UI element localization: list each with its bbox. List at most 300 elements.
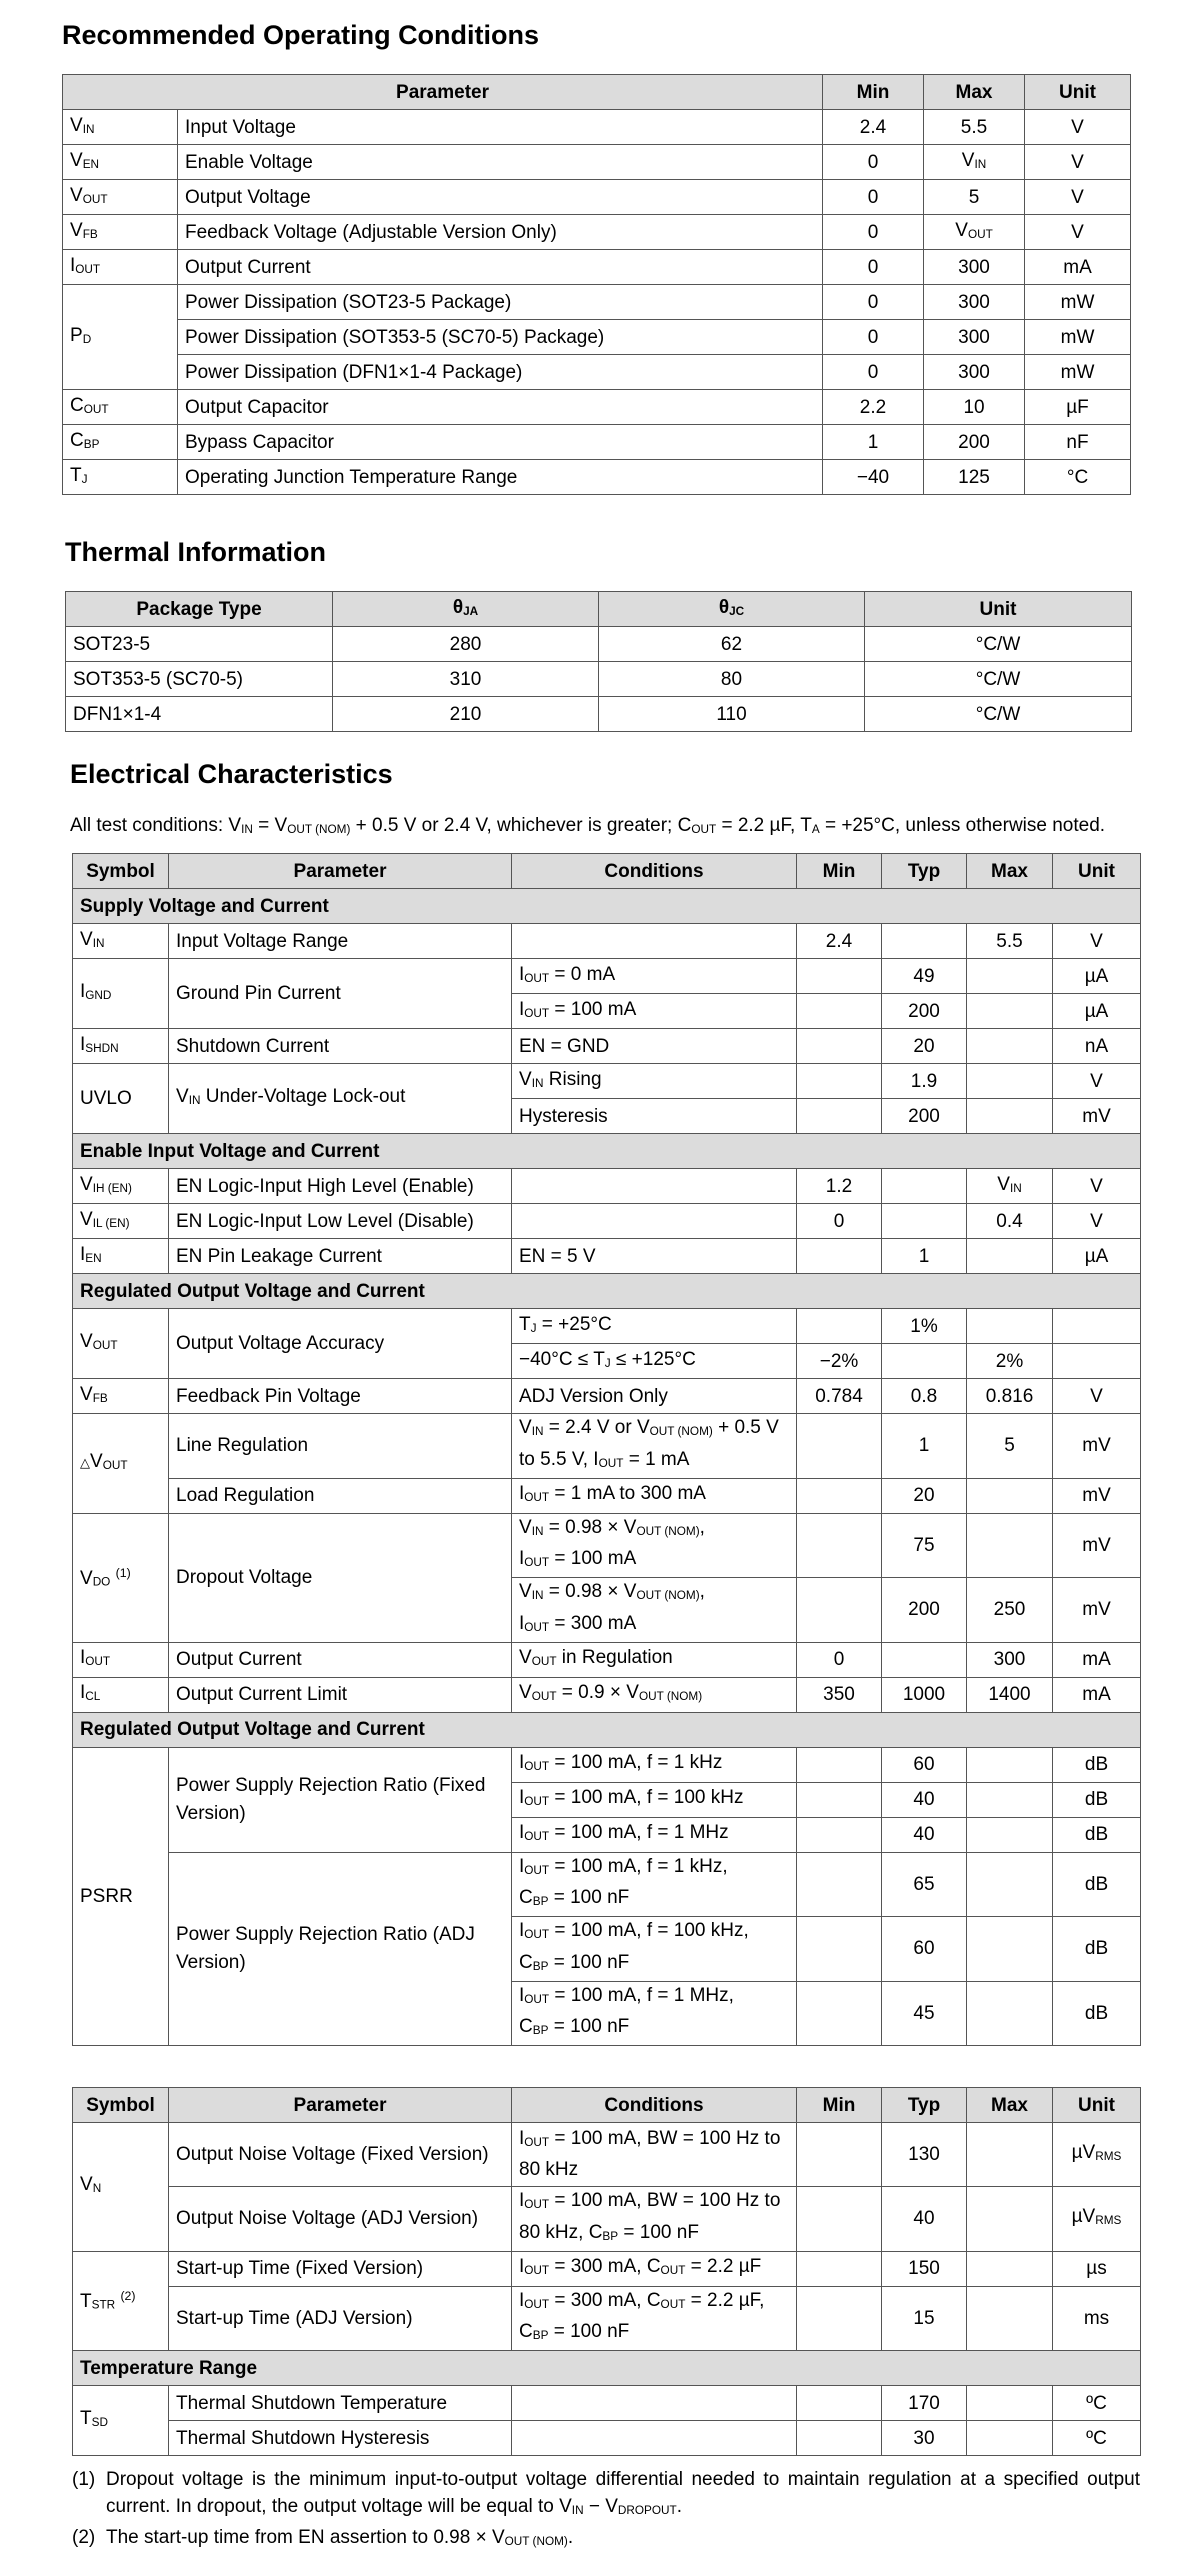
typ-cell: 1 bbox=[882, 1239, 967, 1274]
parameter-cell: Load Regulation bbox=[169, 1478, 512, 1513]
max-cell: 250 bbox=[967, 1578, 1053, 1643]
min-cell bbox=[797, 1064, 882, 1099]
parameter-cell: Line Regulation bbox=[169, 1414, 512, 1479]
parameter-cell: Ground Pin Current bbox=[169, 959, 512, 1029]
unit-cell: nF bbox=[1025, 425, 1131, 460]
ec-header-max: Max bbox=[967, 854, 1053, 889]
min-cell bbox=[797, 1852, 882, 1917]
max-cell bbox=[967, 1513, 1053, 1578]
conditions-cell: $-40^\circ C \le T_J \le +125^\circ C$ bbox=[512, 1344, 797, 1379]
unit-cell: °C bbox=[1025, 460, 1131, 495]
parameter-cell: Thermal Shutdown Temperature bbox=[169, 2386, 512, 2421]
symbol-cell: $C_{BP}$ bbox=[63, 425, 178, 460]
symbol-cell: $V_{DO}$ $^{(1)}$ bbox=[73, 1513, 169, 1642]
conditions-cell: $I_{OUT} = 0$ mA bbox=[512, 959, 797, 994]
min-cell bbox=[797, 1817, 882, 1852]
unit-cell: mW bbox=[1025, 320, 1131, 355]
min-cell bbox=[797, 1782, 882, 1817]
footnote-2: (2) The start-up time from EN assertion to $0.98 \times V_{OUT (NOM)}$. bbox=[72, 2526, 574, 2548]
ec-header-max: Max bbox=[967, 2088, 1053, 2123]
unit-cell: V bbox=[1025, 145, 1131, 180]
typ-cell bbox=[882, 1344, 967, 1379]
typ-cell: 150 bbox=[882, 2251, 967, 2286]
min-cell bbox=[797, 994, 882, 1029]
table-row bbox=[73, 1379, 1141, 1414]
max-cell: 300 bbox=[924, 320, 1025, 355]
parameter-cell: Output Current bbox=[178, 250, 823, 285]
table-row bbox=[73, 1852, 1141, 1917]
min-cell: 0 bbox=[823, 215, 924, 250]
typ-cell: 75 bbox=[882, 1513, 967, 1578]
table-row bbox=[63, 425, 1131, 460]
conditions-cell: Hysteresis bbox=[512, 1099, 797, 1134]
group-header: Regulated Output Voltage and Current bbox=[73, 1274, 1141, 1309]
conditions-cell: $I_{OUT} = 1$ mA to 300 mA bbox=[512, 1478, 797, 1513]
ec-header-parameter: Parameter bbox=[169, 854, 512, 889]
unit-cell: mW bbox=[1025, 285, 1131, 320]
min-cell: 0 bbox=[823, 320, 924, 355]
unit-cell: µF bbox=[1025, 390, 1131, 425]
thermal-header-theta-ja: $\theta_{JA}$ bbox=[333, 592, 599, 627]
unit-cell: V bbox=[1053, 1204, 1141, 1239]
ec-header-symbol: Symbol bbox=[73, 2088, 169, 2123]
unit-cell: ºC bbox=[1053, 2421, 1141, 2456]
roc-title: Recommended Operating Conditions bbox=[62, 20, 540, 50]
parameter-cell: EN Logic-Input Low Level (Disable) bbox=[169, 1204, 512, 1239]
package-cell: SOT353-5 (SC70-5) bbox=[66, 662, 333, 697]
conditions-cell bbox=[512, 2386, 797, 2421]
min-cell bbox=[797, 1981, 882, 2046]
unit-cell: µA bbox=[1053, 1239, 1141, 1274]
symbol-cell: $V_{EN}$ bbox=[63, 145, 178, 180]
roc-header-min: Min bbox=[823, 75, 924, 110]
unit-cell: °C/W bbox=[865, 627, 1132, 662]
typ-cell bbox=[882, 1642, 967, 1677]
ec-header-typ: Typ bbox=[882, 2088, 967, 2123]
max-cell: 200 bbox=[924, 425, 1025, 460]
symbol-cell: $T_{STR}$ $^{(2)}$ bbox=[73, 2251, 169, 2351]
parameter-cell: Power Dissipation (SOT23-5 Package) bbox=[178, 285, 823, 320]
min-cell bbox=[797, 1478, 882, 1513]
parameter-cell: Output Noise Voltage (Fixed Version) bbox=[169, 2123, 512, 2187]
unit-cell: dB bbox=[1053, 1852, 1141, 1917]
parameter-cell: Power Dissipation (SOT353-5 (SC70-5) Package) bbox=[178, 320, 823, 355]
typ-cell: 30 bbox=[882, 2421, 967, 2456]
symbol-cell: $V_{IL (EN)}$ bbox=[73, 1204, 169, 1239]
symbol-cell: PSRR bbox=[73, 1747, 169, 2046]
max-cell: $V_{IN}$ bbox=[967, 1169, 1053, 1204]
max-cell: 300 bbox=[924, 250, 1025, 285]
conditions-cell: $I_{OUT} = 100$ mA, f = 1 kHz bbox=[512, 1747, 797, 1782]
typ-cell: 200 bbox=[882, 1099, 967, 1134]
max-cell bbox=[967, 2286, 1053, 2351]
theta-jc-cell: 62 bbox=[599, 627, 865, 662]
symbol-cell: $V_{OUT}$ bbox=[63, 180, 178, 215]
symbol-cell: $I_{OUT}$ bbox=[73, 1642, 169, 1677]
unit-cell: mW bbox=[1025, 355, 1131, 390]
parameter-cell: Output Current Limit bbox=[169, 1677, 512, 1712]
table-row bbox=[73, 1513, 1141, 1578]
max-cell: 300 bbox=[924, 285, 1025, 320]
thermal-title: Thermal Information bbox=[65, 537, 327, 567]
max-cell: $V_{OUT}$ bbox=[924, 215, 1025, 250]
unit-cell: mV bbox=[1053, 1578, 1141, 1643]
min-cell bbox=[797, 2421, 882, 2456]
max-cell: 300 bbox=[924, 355, 1025, 390]
typ-cell: 40 bbox=[882, 1782, 967, 1817]
unit-cell: V bbox=[1025, 180, 1131, 215]
max-cell: $V_{IN}$ bbox=[924, 145, 1025, 180]
thermal-header-unit: Unit bbox=[865, 592, 1132, 627]
conditions-cell: $V_{OUT} = 0.9 \times V_{OUT (NOM)}$ bbox=[512, 1677, 797, 1712]
table-row bbox=[66, 662, 1132, 697]
unit-cell: dB bbox=[1053, 1782, 1141, 1817]
table-row bbox=[73, 1747, 1141, 1782]
theta-ja-cell: 210 bbox=[333, 697, 599, 732]
min-cell bbox=[797, 1099, 882, 1134]
symbol-cell: $I_{GND}$ bbox=[73, 959, 169, 1029]
max-cell bbox=[967, 1309, 1053, 1344]
unit-cell: mA bbox=[1053, 1642, 1141, 1677]
theta-jc-cell: 110 bbox=[599, 697, 865, 732]
min-cell: 0 bbox=[797, 1204, 882, 1239]
min-cell bbox=[797, 959, 882, 994]
min-cell: 0 bbox=[823, 145, 924, 180]
max-cell bbox=[967, 2251, 1053, 2286]
table-row bbox=[66, 627, 1132, 662]
max-cell: 5.5 bbox=[967, 924, 1053, 959]
package-cell: SOT23-5 bbox=[66, 627, 333, 662]
group-header: Temperature Range bbox=[73, 2351, 1141, 2386]
min-cell bbox=[797, 1414, 882, 1479]
conditions-cell: $V_{IN}$ Rising bbox=[512, 1064, 797, 1099]
symbol-cell: $V_{IN}$ bbox=[63, 110, 178, 145]
max-cell: 2% bbox=[967, 1344, 1053, 1379]
thermal-header-package: Package Type bbox=[66, 592, 333, 627]
typ-cell: 40 bbox=[882, 1817, 967, 1852]
parameter-cell: Dropout Voltage bbox=[169, 1513, 512, 1642]
table-row bbox=[73, 2286, 1141, 2351]
thermal-table bbox=[65, 591, 1132, 732]
unit-cell: ms bbox=[1053, 2286, 1141, 2351]
max-cell: 5.5 bbox=[924, 110, 1025, 145]
max-cell bbox=[967, 1981, 1053, 2046]
max-cell bbox=[967, 1852, 1053, 1917]
max-cell: 125 bbox=[924, 460, 1025, 495]
unit-cell: mV bbox=[1053, 1414, 1141, 1479]
typ-cell: 45 bbox=[882, 1981, 967, 2046]
max-cell bbox=[967, 1817, 1053, 1852]
typ-cell: 130 bbox=[882, 2123, 967, 2187]
ec-header-min: Min bbox=[797, 2088, 882, 2123]
unit-cell: mA bbox=[1025, 250, 1131, 285]
parameter-cell: Operating Junction Temperature Range bbox=[178, 460, 823, 495]
conditions-cell: $I_{OUT} = 100$ mA bbox=[512, 994, 797, 1029]
unit-cell: ºC bbox=[1053, 2386, 1141, 2421]
unit-cell: µs bbox=[1053, 2251, 1141, 2286]
table-row bbox=[73, 2421, 1141, 2456]
symbol-cell: $V_{IH (EN)}$ bbox=[73, 1169, 169, 1204]
typ-cell bbox=[882, 1204, 967, 1239]
typ-cell: 49 bbox=[882, 959, 967, 994]
symbol-cell: $I_{CL}$ bbox=[73, 1677, 169, 1712]
test-conditions: All test conditions: $V_{IN} = V_{OUT (NOM)} + 0.5$ V or 2.4 V, whichever is greater; $C_{OUT} = 2.2$ µF, $T_A = +25^\circ C$, unless otherwise noted. bbox=[70, 815, 1106, 836]
conditions-cell bbox=[512, 2421, 797, 2456]
ec-header-typ: Typ bbox=[882, 854, 967, 889]
conditions-cell: $I_{OUT} = 100$ mA, f = 100 kHz bbox=[512, 1782, 797, 1817]
conditions-cell: $I_{OUT} = 100$ mA, f = 1 kHz, $C_{BP} = 100$ nF bbox=[512, 1852, 797, 1917]
unit-cell: dB bbox=[1053, 1917, 1141, 1982]
conditions-cell: $I_{OUT} = 300$ mA, $C_{OUT} = 2.2$ µF, $C_{BP} = 100$ nF bbox=[512, 2286, 797, 2351]
table-row bbox=[73, 1204, 1141, 1239]
roc-table bbox=[62, 74, 1131, 495]
ec-title: Electrical Characteristics bbox=[70, 759, 393, 789]
symbol-cell: UVLO bbox=[73, 1064, 169, 1134]
group-header: Enable Input Voltage and Current bbox=[73, 1134, 1141, 1169]
min-cell bbox=[797, 2251, 882, 2286]
table-row bbox=[66, 697, 1132, 732]
parameter-cell: Output Voltage bbox=[178, 180, 823, 215]
typ-cell: 200 bbox=[882, 1578, 967, 1643]
group-header: Regulated Output Voltage and Current bbox=[73, 1712, 1141, 1747]
parameter-cell: Input Voltage bbox=[178, 110, 823, 145]
max-cell bbox=[967, 2123, 1053, 2187]
typ-cell: 1 bbox=[882, 1414, 967, 1479]
symbol-cell: $C_{OUT}$ bbox=[63, 390, 178, 425]
max-cell bbox=[967, 994, 1053, 1029]
table-row bbox=[73, 1239, 1141, 1274]
max-cell bbox=[967, 1099, 1053, 1134]
package-cell: DFN1×1-4 bbox=[66, 697, 333, 732]
unit-cell: dB bbox=[1053, 1817, 1141, 1852]
symbol-cell: $\triangle V_{OUT}$ bbox=[73, 1414, 169, 1514]
parameter-cell: Power Supply Rejection Ratio (ADJ Version) bbox=[169, 1852, 512, 2046]
table-row bbox=[73, 959, 1141, 994]
conditions-cell: $V_{IN} = 0.98 \times V_{OUT (NOM)}$, $I_{OUT} = 100$ mA bbox=[512, 1513, 797, 1578]
conditions-cell: $I_{OUT} = 100$ mA, f = 1 MHz, $C_{BP} = 100$ nF bbox=[512, 1981, 797, 2046]
ec-header-min: Min bbox=[797, 854, 882, 889]
typ-cell: 60 bbox=[882, 1747, 967, 1782]
typ-cell: 20 bbox=[882, 1029, 967, 1064]
unit-cell: µV$_{RMS}$ bbox=[1053, 2123, 1141, 2187]
parameter-cell: EN Logic-Input High Level (Enable) bbox=[169, 1169, 512, 1204]
table-row bbox=[73, 2386, 1141, 2421]
conditions-cell: ADJ Version Only bbox=[512, 1379, 797, 1414]
unit-cell: dB bbox=[1053, 1981, 1141, 2046]
max-cell: 0.4 bbox=[967, 1204, 1053, 1239]
max-cell bbox=[967, 1029, 1053, 1064]
max-cell bbox=[967, 1917, 1053, 1982]
parameter-cell: Shutdown Current bbox=[169, 1029, 512, 1064]
table-row bbox=[73, 1478, 1141, 1513]
theta-ja-cell: 280 bbox=[333, 627, 599, 662]
table-row bbox=[73, 1309, 1141, 1344]
thermal-header-theta-jc: $\theta_{JC}$ bbox=[599, 592, 865, 627]
ec-header-conditions: Conditions bbox=[512, 2088, 797, 2123]
min-cell: 1 bbox=[823, 425, 924, 460]
typ-cell: 65 bbox=[882, 1852, 967, 1917]
parameter-cell: EN Pin Leakage Current bbox=[169, 1239, 512, 1274]
conditions-cell: $V_{IN} = 2.4$ V or $V_{OUT (NOM)} + 0.5$ V to 5.5 V, $I_{OUT} = 1$ mA bbox=[512, 1414, 797, 1479]
max-cell bbox=[967, 1782, 1053, 1817]
footnote-1: (1) Dropout voltage is the minimum input-to-output voltage differential needed to maintain regulation at a specified output current. In dropout, the output voltage will be equal to $V_{IN} - V_{DROPOUT}$. bbox=[72, 2469, 1140, 2517]
table-row bbox=[63, 215, 1131, 250]
roc-header-max: Max bbox=[924, 75, 1025, 110]
max-cell bbox=[967, 1064, 1053, 1099]
conditions-cell: $I_{OUT} = 100$ mA, BW = 100 Hz to 80 kHz bbox=[512, 2123, 797, 2187]
unit-cell bbox=[1053, 1344, 1141, 1379]
parameter-cell: Start-up Time (ADJ Version) bbox=[169, 2286, 512, 2351]
conditions-cell: $T_J = +25^\circ C$ bbox=[512, 1309, 797, 1344]
ec-header-parameter: Parameter bbox=[169, 2088, 512, 2123]
typ-cell: 0.8 bbox=[882, 1379, 967, 1414]
unit-cell: °C/W bbox=[865, 697, 1132, 732]
max-cell: 300 bbox=[967, 1642, 1053, 1677]
unit-cell: µA bbox=[1053, 994, 1141, 1029]
max-cell: 5 bbox=[924, 180, 1025, 215]
min-cell: 1.2 bbox=[797, 1169, 882, 1204]
table-row bbox=[63, 285, 1131, 320]
min-cell bbox=[797, 2386, 882, 2421]
min-cell: 0 bbox=[797, 1642, 882, 1677]
typ-cell: 40 bbox=[882, 2187, 967, 2252]
typ-cell: 1.9 bbox=[882, 1064, 967, 1099]
min-cell bbox=[797, 2286, 882, 2351]
min-cell bbox=[797, 1309, 882, 1344]
min-cell bbox=[797, 2123, 882, 2187]
min-cell: 0 bbox=[823, 250, 924, 285]
symbol-cell: $V_{OUT}$ bbox=[73, 1309, 169, 1379]
table-row bbox=[63, 320, 1131, 355]
ec-header-symbol: Symbol bbox=[73, 854, 169, 889]
parameter-cell: Start-up Time (Fixed Version) bbox=[169, 2251, 512, 2286]
ec-table-continued bbox=[72, 2087, 1141, 2456]
ec-header-unit: Unit bbox=[1053, 854, 1141, 889]
unit-cell bbox=[1053, 1309, 1141, 1344]
max-cell bbox=[967, 959, 1053, 994]
conditions-cell: $I_{OUT} = 100$ mA, BW = 100 Hz to 80 kHz, $C_{BP} = 100$ nF bbox=[512, 2187, 797, 2252]
ec-header-conditions: Conditions bbox=[512, 854, 797, 889]
parameter-cell: Input Voltage Range bbox=[169, 924, 512, 959]
max-cell: 1400 bbox=[967, 1677, 1053, 1712]
min-cell bbox=[797, 1747, 882, 1782]
symbol-cell: $P_D$ bbox=[63, 285, 178, 390]
symbol-cell: $I_{OUT}$ bbox=[63, 250, 178, 285]
unit-cell: mA bbox=[1053, 1677, 1141, 1712]
parameter-cell: Power Supply Rejection Ratio (Fixed Version) bbox=[169, 1747, 512, 1852]
table-row bbox=[73, 1414, 1141, 1479]
table-row bbox=[63, 355, 1131, 390]
max-cell bbox=[967, 2421, 1053, 2456]
min-cell bbox=[797, 1239, 882, 1274]
symbol-cell: $T_J$ bbox=[63, 460, 178, 495]
unit-cell: V bbox=[1053, 1169, 1141, 1204]
table-row bbox=[73, 1064, 1141, 1099]
max-cell: 10 bbox=[924, 390, 1025, 425]
parameter-cell: Output Noise Voltage (ADJ Version) bbox=[169, 2187, 512, 2252]
conditions-cell: $I_{OUT} = 100$ mA, f = 1 MHz bbox=[512, 1817, 797, 1852]
unit-cell: mV bbox=[1053, 1478, 1141, 1513]
table-row bbox=[73, 1029, 1141, 1064]
symbol-cell: $I_{SHDN}$ bbox=[73, 1029, 169, 1064]
table-row bbox=[73, 924, 1141, 959]
typ-cell bbox=[882, 1169, 967, 1204]
unit-cell: mV bbox=[1053, 1513, 1141, 1578]
unit-cell: V bbox=[1053, 1064, 1141, 1099]
group-header: Supply Voltage and Current bbox=[73, 889, 1141, 924]
typ-cell: 170 bbox=[882, 2386, 967, 2421]
typ-cell: 1% bbox=[882, 1309, 967, 1344]
unit-cell: °C/W bbox=[865, 662, 1132, 697]
unit-cell: µA bbox=[1053, 959, 1141, 994]
theta-jc-cell: 80 bbox=[599, 662, 865, 697]
table-row bbox=[63, 460, 1131, 495]
parameter-cell: Output Capacitor bbox=[178, 390, 823, 425]
min-cell bbox=[797, 2187, 882, 2252]
min-cell: 350 bbox=[797, 1677, 882, 1712]
typ-cell: 15 bbox=[882, 2286, 967, 2351]
min-cell bbox=[797, 1029, 882, 1064]
symbol-cell: $V_{FB}$ bbox=[63, 215, 178, 250]
unit-cell: V bbox=[1025, 215, 1131, 250]
unit-cell: mV bbox=[1053, 1099, 1141, 1134]
min-cell bbox=[797, 1578, 882, 1643]
table-row bbox=[63, 390, 1131, 425]
min-cell: 2.4 bbox=[797, 924, 882, 959]
symbol-cell: $I_{EN}$ bbox=[73, 1239, 169, 1274]
theta-ja-cell: 310 bbox=[333, 662, 599, 697]
conditions-cell: EN = GND bbox=[512, 1029, 797, 1064]
table-row bbox=[73, 2251, 1141, 2286]
min-cell: 2.4 bbox=[823, 110, 924, 145]
parameter-cell: Bypass Capacitor bbox=[178, 425, 823, 460]
conditions-cell: EN = 5 V bbox=[512, 1239, 797, 1274]
typ-cell: 60 bbox=[882, 1917, 967, 1982]
unit-cell: µV$_{RMS}$ bbox=[1053, 2187, 1141, 2252]
typ-cell: 20 bbox=[882, 1478, 967, 1513]
table-row bbox=[73, 2187, 1141, 2252]
parameter-cell: Thermal Shutdown Hysteresis bbox=[169, 2421, 512, 2456]
typ-cell: 1000 bbox=[882, 1677, 967, 1712]
unit-cell: V bbox=[1053, 1379, 1141, 1414]
conditions-cell bbox=[512, 924, 797, 959]
typ-cell: 200 bbox=[882, 994, 967, 1029]
max-cell bbox=[967, 1478, 1053, 1513]
symbol-cell: $V_N$ bbox=[73, 2123, 169, 2252]
table-row bbox=[63, 180, 1131, 215]
conditions-cell bbox=[512, 1169, 797, 1204]
max-cell: 5 bbox=[967, 1414, 1053, 1479]
parameter-cell: Output Current bbox=[169, 1642, 512, 1677]
min-cell bbox=[797, 1513, 882, 1578]
min-cell: 0 bbox=[823, 285, 924, 320]
min-cell: 0 bbox=[823, 180, 924, 215]
conditions-cell: $I_{OUT} = 100$ mA, f = 100 kHz, $C_{BP} = 100$ nF bbox=[512, 1917, 797, 1982]
table-row bbox=[63, 110, 1131, 145]
max-cell bbox=[967, 2187, 1053, 2252]
min-cell: 0 bbox=[823, 355, 924, 390]
min-cell: −40 bbox=[823, 460, 924, 495]
min-cell: 2.2 bbox=[823, 390, 924, 425]
typ-cell bbox=[882, 924, 967, 959]
max-cell bbox=[967, 1747, 1053, 1782]
unit-cell: V bbox=[1053, 924, 1141, 959]
unit-cell: dB bbox=[1053, 1747, 1141, 1782]
table-row bbox=[73, 1169, 1141, 1204]
table-row bbox=[73, 1677, 1141, 1712]
roc-header-parameter: Parameter bbox=[63, 75, 823, 110]
max-cell: 0.816 bbox=[967, 1379, 1053, 1414]
